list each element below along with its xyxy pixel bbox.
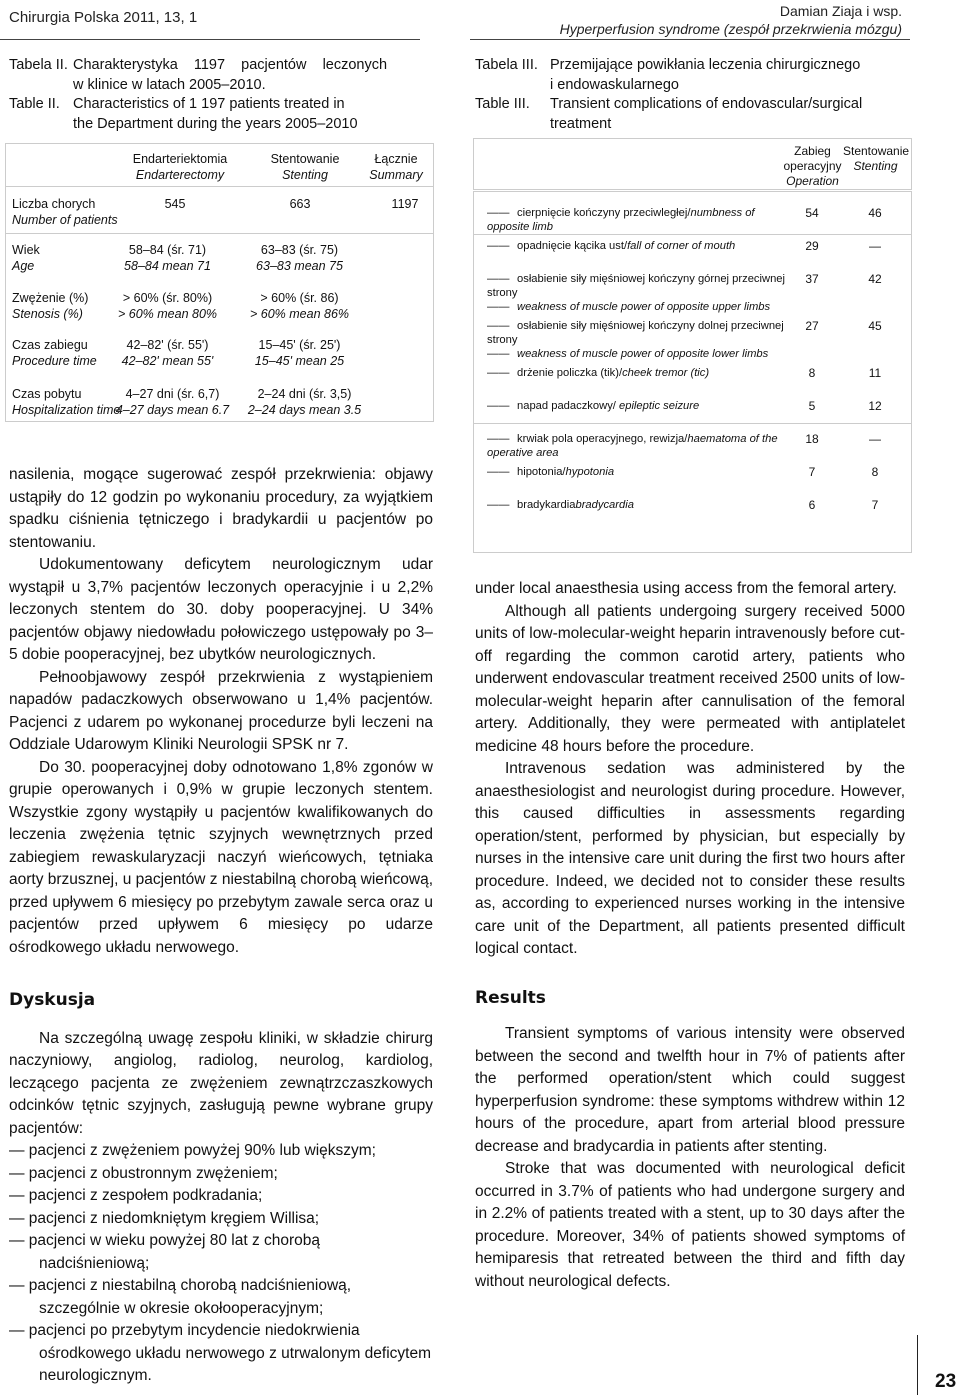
table-cell: 27 bbox=[805, 319, 819, 333]
table2-caption bbox=[9, 56, 431, 134]
table-cell bbox=[105, 386, 240, 418]
table2-label-pl: Tabela II. bbox=[9, 57, 68, 73]
paragraph: Na szczególną uwagę zespołu kliniki, w składzie chirurg naczyniowy, angiolog, radiolog, neurolog, kardiolog, leczącego pacjenta ze zwężeniem zewnątrzczaszkowych odcinków tętnic szyjnych, zasługują pewne wybrane grupy pacjentów: bbox=[9, 1029, 433, 1137]
row-label-en: Number of patients bbox=[12, 213, 118, 227]
table-cell: — bbox=[869, 239, 881, 253]
table-row-label bbox=[487, 206, 787, 234]
row-label-pl: Wiek bbox=[12, 243, 40, 257]
row-label-en: bradycardia bbox=[575, 499, 634, 511]
dash: —— bbox=[487, 433, 510, 445]
cell-pl: 63–83 (śr. 75) bbox=[260, 243, 339, 257]
table-row-label bbox=[12, 242, 40, 274]
col-header-en: Operation bbox=[786, 174, 839, 188]
paragraph: Pełnoobjawowy zespół przekrwienia z wystąpieniem napadów padaczkowych obserwowano u 1,4% pacjentów. Pacjenci z udarem po wykonanej procedurze byli leczeni na Oddziale Udarowym Kliniki Neurologii SPSK nr 7. bbox=[9, 668, 433, 753]
table-cell: 29 bbox=[805, 239, 819, 253]
table-cell bbox=[105, 337, 230, 369]
row-label-pl: Czas pobytu bbox=[12, 387, 82, 401]
paragraph: Do 30. pooperacyjnej doby odnotowano 1,8% zgonów w grupie operowanych i 0,9% w grupie leczonych stentem. Wszystkie zgony wystąpiły u pacjentów kwalifikowanych do leczenia zwężenia tętnic szyjnych wewnętrznych przed zabiegiem rewaskularyzacji naczyń wieńcowych, tętniaka aorty brzusznej, u pacjentów z niestabilną chorobą wieńcową, przed upływem 6 miesięcy po przebytym zawale serca oraz u pacjentów przed upływem 6 miesięcy po udarze ośrodkowego układu nerwowego. bbox=[9, 758, 433, 956]
row-label-pl: Zwężenie (%) bbox=[12, 291, 89, 305]
table3-col-stenting bbox=[843, 144, 908, 174]
row-label-en: Stenosis (%) bbox=[12, 307, 83, 321]
table-cell: 8 bbox=[871, 465, 879, 479]
cell-pl: 15–45' (śr. 25') bbox=[258, 338, 341, 352]
list-item: — pacjenci w wieku powyżej 80 lat z chorobą nadciśnieniową; bbox=[9, 1232, 321, 1272]
dash: —— bbox=[487, 348, 510, 360]
table-row-label bbox=[487, 319, 787, 361]
list-item: — pacjenci z zwężeniem powyżej 90% lub większym; bbox=[9, 1142, 376, 1159]
table-cell: 42 bbox=[868, 272, 882, 286]
table3-caption-pl-1: Przemijające powikłania leczenia chirurgicznego bbox=[550, 57, 861, 73]
col-header-pl: Zabieg bbox=[794, 144, 831, 158]
table-cell: 11 bbox=[868, 366, 882, 380]
table3-label-pl: Tabela III. bbox=[475, 57, 538, 73]
row-label-pl: Czas zabiegu bbox=[12, 338, 88, 352]
header-rule-left bbox=[0, 39, 420, 40]
table-cell: 545 bbox=[164, 197, 186, 211]
row-label-pl: opadnięcie kącika ust/ bbox=[517, 240, 628, 252]
cell-pl: > 60% (śr. 80%) bbox=[122, 291, 213, 305]
col-header-en: Endarterectomy bbox=[135, 168, 225, 182]
table-row-label bbox=[487, 432, 797, 460]
table3-caption-pl-2: i endowaskularnego bbox=[550, 76, 679, 93]
cell-en: 42–82' mean 55' bbox=[121, 354, 214, 368]
section-heading: Dyskusja bbox=[9, 990, 96, 1010]
row-label-pl: drżenie policzka (tik)/ bbox=[517, 367, 623, 379]
list-item: — pacjenci z obustronnym zwężeniem; bbox=[9, 1164, 278, 1182]
col-header-en: Stenting bbox=[853, 159, 898, 173]
table-cell bbox=[105, 290, 230, 322]
row-label-en: weakness of muscle power of opposite upper limbs bbox=[517, 301, 771, 313]
paragraph: under local anaesthesia using access from the femoral artery. bbox=[475, 580, 897, 597]
table-cell: — bbox=[869, 432, 881, 446]
paragraph: Intravenous sedation was administered by the anaesthesiologist and neurologist during procedure. However, this caused difficulties in assessments regarding operation/stent, performed by physician, but especially by nurses in the intensive care unit during the first two hours after procedure. Indeed, we decided not to consider these results as, according to experienced nurses working in the intensive care unit of the Department, all patients presented difficult logical contact. bbox=[475, 760, 905, 957]
col-header-pl: Stentowanie bbox=[270, 152, 340, 166]
row-label-en: hypotonia bbox=[565, 466, 615, 478]
table2-col-endarterectomy bbox=[120, 151, 240, 183]
table-cell: 6 bbox=[808, 498, 816, 512]
table-row-label bbox=[487, 498, 787, 512]
cell-en: > 60% mean 86% bbox=[249, 307, 350, 321]
row-label-pl: bradykardia bbox=[517, 499, 576, 511]
dash: —— bbox=[487, 400, 510, 412]
row-label-en: Procedure time bbox=[12, 354, 97, 368]
cell-en: 4–27 days mean 6.7 bbox=[115, 403, 230, 417]
paragraph: nasilenia, mogące sugerować zespół przekrwienia: objawy ustąpiły do 12 godzin po wykonaniu procedury, za wyjątkiem spadku ciśnienia tętniczego i bradykardii u pacjentów po stentowaniu. bbox=[9, 466, 433, 551]
row-label-en: weakness of muscle power of opposite lower limbs bbox=[517, 348, 769, 360]
table2-caption-pl-1: Charakterystyka 1197 pacjentów leczonych bbox=[73, 57, 388, 73]
row-label-en: cheek tremor (tic) bbox=[622, 367, 710, 379]
col-header-en: Summary bbox=[369, 168, 423, 182]
row-label-pl: osłabienie siły mięśniowej kończyny dolnej przeciwnej strony bbox=[487, 320, 784, 346]
list-item: — pacjenci z niestabilną chorobą nadciśnieniową, szczególnie w okresie okołooperacyjnym; bbox=[9, 1277, 352, 1317]
cell-en: 15–45' mean 25 bbox=[254, 354, 345, 368]
table-cell: 7 bbox=[808, 465, 816, 479]
cell-en: 2–24 days mean 3.5 bbox=[247, 403, 362, 417]
table-row-label bbox=[487, 272, 787, 314]
table-cell: 663 bbox=[289, 197, 311, 211]
table3-caption-en-1: Transient complications of endovascular/surgical bbox=[550, 96, 863, 112]
dash: —— bbox=[487, 207, 510, 219]
cell-pl: > 60% (śr. 86) bbox=[260, 291, 339, 305]
section-heading: Results bbox=[475, 987, 546, 1008]
table-cell: 18 bbox=[805, 432, 819, 446]
cell-en: > 60% mean 80% bbox=[117, 307, 218, 321]
col-header-en: Stenting bbox=[282, 168, 328, 182]
running-header bbox=[560, 2, 902, 38]
row-label-pl: osłabienie siły mięśniowej kończyny górnej przeciwnej strony bbox=[487, 273, 786, 299]
row-label-pl: hipotonia/ bbox=[517, 466, 566, 478]
table2-caption-en-1: Characteristics of 1 197 patients treated in bbox=[73, 96, 345, 112]
row-label-pl: krwiak pola operacyjnego, rewizja/ bbox=[517, 433, 688, 445]
table-cell bbox=[237, 337, 362, 369]
table2-caption-pl-2: w klinice w latach 2005–2010. bbox=[73, 76, 266, 93]
table2-col-stenting bbox=[245, 151, 365, 183]
table-row-label bbox=[12, 290, 88, 322]
cell-en: 63–83 mean 75 bbox=[256, 259, 343, 273]
table2-caption-en-2: the Department during the years 2005–2010 bbox=[73, 115, 358, 132]
paragraph: Transient symptoms of various intensity were observed between the second and twelfth hour in 7% of patients after the performed operation/stent which could suggest hyperperfusion syndrome: these symptoms withdrew within 12 hours of the procedure, apart from arterial blood pressure decrease and bradycardia in patients after stenting. bbox=[475, 1025, 905, 1155]
list-item: — pacjenci z zespołem podkradania; bbox=[9, 1187, 263, 1204]
cell-pl: 2–24 dni (śr. 3,5) bbox=[257, 387, 352, 401]
dash: —— bbox=[487, 273, 510, 285]
table-cell: 5 bbox=[808, 399, 816, 413]
table2-label-en: Table II. bbox=[9, 96, 60, 112]
dash: —— bbox=[487, 499, 510, 511]
cell-en: 58–84 mean 71 bbox=[124, 259, 211, 273]
col-header-pl: Endarteriektomia bbox=[132, 152, 228, 166]
dash: —— bbox=[487, 466, 510, 478]
table-row-label bbox=[12, 196, 118, 228]
table-row-label bbox=[12, 337, 97, 369]
header-rule-right bbox=[470, 39, 910, 40]
table2-col-summary bbox=[360, 151, 432, 183]
table-row-label bbox=[487, 366, 787, 380]
right-column bbox=[475, 578, 905, 1293]
row-label-en: Hospitalization time bbox=[12, 403, 121, 417]
row-label-pl: napad padaczkowy/ bbox=[517, 400, 619, 412]
paragraph: Stroke that was documented with neurological deficit occurred in 3.7% of patients who had undergone surgery and in 2.2% of patients treated with a stent, up to 30 days after the procedure. Moreover, 34% of patients showed symptoms of hemiparesis that retreated between the third and fifth day without neurological defects. bbox=[475, 1160, 905, 1290]
col-header-pl: Łącznie bbox=[374, 152, 418, 166]
table-cell: 7 bbox=[871, 498, 879, 512]
table-cell: 12 bbox=[868, 399, 882, 413]
page-number: 23 bbox=[935, 1371, 957, 1392]
table-cell bbox=[105, 242, 230, 274]
header-authors: Damian Ziaja i wsp. bbox=[779, 3, 902, 19]
list-item: — pacjenci po przebytym incydencie niedokrwienia ośrodkowego układu nerwowego z utrwalonym deficytem neurologicznym. bbox=[9, 1322, 432, 1384]
row-label-pl: Liczba chorych bbox=[12, 197, 96, 211]
cell-pl: 42–82' (śr. 55') bbox=[126, 338, 209, 352]
table-cell bbox=[237, 386, 372, 418]
dash: —— bbox=[487, 367, 510, 379]
journal-header: Chirurgia Polska 2011, 13, 1 bbox=[9, 9, 198, 26]
list-item: — pacjenci z niedomkniętym kręgiem Willisa; bbox=[9, 1209, 320, 1227]
left-column bbox=[9, 464, 433, 1388]
row-label-en: haematoma of the operative area bbox=[487, 433, 778, 459]
table-row-label bbox=[487, 399, 787, 413]
table-cell: 46 bbox=[868, 206, 882, 220]
table3-col-operation bbox=[775, 144, 850, 189]
cell-pl: 58–84 (śr. 71) bbox=[128, 243, 207, 257]
col-header-pl: operacyjny bbox=[783, 159, 842, 173]
paragraph: Although all patients undergoing surgery received 5000 units of low-molecular-weight heparin intravenously before cut-off regarding the common carotid artery, patients who underwent endovascular treatment received 2500 units of low-molecular-weight heparin after cannulisation of the femoral artery. Additionally, they were permeated with antiplatelet medicine 48 hours before the procedure. bbox=[475, 602, 905, 755]
table-cell: 37 bbox=[805, 272, 819, 286]
table3-caption-en-2: treatment bbox=[550, 115, 612, 132]
table-row-label bbox=[487, 239, 787, 253]
row-label-en: numbness of opposite limb bbox=[487, 207, 755, 233]
table-cell: 45 bbox=[868, 319, 882, 333]
cell-pl: 4–27 dni (śr. 6,7) bbox=[125, 387, 220, 401]
table-cell: 54 bbox=[805, 206, 819, 220]
row-label-en: Age bbox=[12, 259, 35, 273]
table-row-label bbox=[487, 465, 787, 479]
table-cell: 8 bbox=[808, 366, 816, 380]
dash: —— bbox=[487, 301, 510, 313]
row-label-en: fall of corner of mouth bbox=[627, 240, 736, 252]
table-cell: 1197 bbox=[391, 197, 419, 211]
table3-label-en: Table III. bbox=[475, 96, 530, 112]
table-cell bbox=[237, 242, 362, 274]
paragraph: Udokumentowany deficytem neurologicznym udar wystąpił u 3,7% pacjentów leczonych operacyjnie i u 2,2% leczonych stentem do 30. doby pooperacyjnej. U 34% pacjentów objawy niedowładu połowiczego ustępowały po 3–5 dobie pooperacyjnej, bez ubytków neurologicznych. bbox=[9, 556, 433, 663]
dash: —— bbox=[487, 240, 510, 252]
table-cell bbox=[237, 290, 362, 322]
col-header-pl: Stentowanie bbox=[843, 144, 910, 158]
page-rule bbox=[917, 1335, 918, 1395]
header-title: Hyperperfusion syndrome (zespół przekrwienia mózgu) bbox=[559, 21, 902, 37]
table3-caption bbox=[475, 56, 915, 134]
row-label-en: epileptic seizure bbox=[619, 400, 700, 412]
row-label-pl: cierpnięcie kończyny przeciwległej/ bbox=[517, 207, 691, 219]
dash: —— bbox=[487, 320, 510, 332]
